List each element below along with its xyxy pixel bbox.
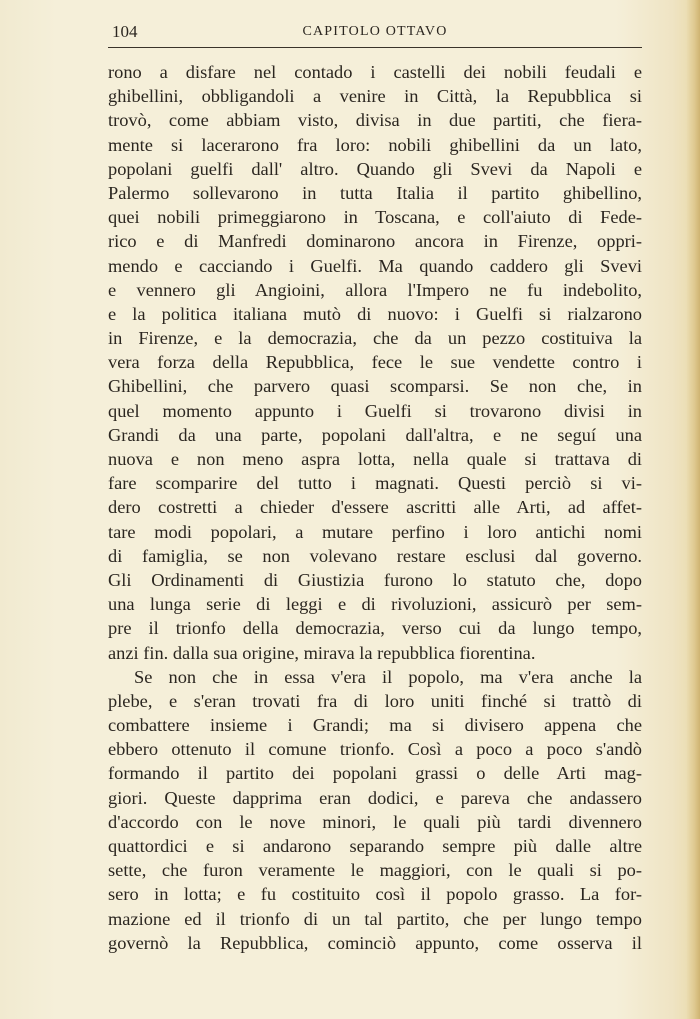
- text-line: formando il partito dei popolani grassi o delle Arti mag-: [108, 763, 642, 784]
- text-line: fare scomparire del tutto i magnati. Questi perciò si vi-: [108, 473, 642, 494]
- text-line: di famiglia, se non volevano restare esclusi dal governo.: [108, 545, 642, 566]
- page-number: 104: [112, 22, 138, 41]
- text-line: quei nobili primeggiarono in Toscana, e coll'aiuto di Fede-: [108, 207, 642, 228]
- text-line: nuova e non meno aspra lotta, nella quale si trattava di: [108, 449, 642, 469]
- text-line: Ghibellini, che parvero quasi scomparsi. Se non che, in: [108, 376, 642, 397]
- text-line: pre il trionfo della democrazia, verso cui da lungo tempo,: [108, 618, 642, 639]
- text-line: trovò, come abbiam visto, divisa in due partiti, che fiera-: [108, 110, 642, 131]
- body-text: [108, 60, 642, 955]
- text-line: vera forza della Repubblica, fece le sue vendette contro i: [108, 352, 642, 373]
- text-line: mente si lacerarono fra loro: nobili ghibellini da un lato,: [108, 134, 642, 155]
- text-line: Grandi da una parte, popolani dall'altra, e ne seguí una: [108, 424, 642, 445]
- text-line: rono a disfare nel contado i castelli dei nobili feudali e: [108, 62, 642, 82]
- text-line: sette, che furon veramente le maggiori, con le quali si po-: [108, 860, 642, 881]
- header-rule: [108, 47, 642, 48]
- text-line: quel momento appunto i Guelfi si trovarono divisi in: [108, 400, 642, 421]
- text-line: e la politica italiana mutò di nuovo: i Guelfi si rialzarono: [108, 303, 642, 324]
- page-edge-shading: [686, 0, 700, 1019]
- text-line: dero costretti a chieder d'essere ascritti alle Arti, ad affet-: [108, 497, 642, 518]
- text-line: Palermo sollevarono in tutta Italia il partito ghibellino,: [108, 182, 642, 203]
- text-line: rico e di Manfredi dominarono ancora in Firenze, oppri-: [108, 231, 642, 252]
- text-line: mazione ed il trionfo di un tal partito, che per lungo tempo: [108, 908, 642, 929]
- text-line: quattordici e si andarono separando sempre più dalle altre: [108, 836, 642, 856]
- text-line: Gli Ordinamenti di Giustizia furono lo statuto che, dopo: [108, 569, 642, 590]
- text-line: d'accordo con le nove minori, le quali più tardi divennero: [108, 811, 642, 832]
- text-line: mendo e cacciando i Guelfi. Ma quando caddero gli Svevi: [108, 255, 642, 276]
- text-line: una lunga serie di leggi e di rivoluzioni, assicurò per sem-: [108, 594, 642, 615]
- text-line: e vennero gli Angioini, allora l'Impero ne fu indebolito,: [108, 279, 642, 300]
- text-line: ebbero ottenuto il comune trionfo. Così a poco a poco s'andò: [108, 739, 642, 760]
- text-line: popolani guelfi dall' altro. Quando gli Svevi da Napoli e: [108, 158, 642, 179]
- page-header: [108, 18, 642, 46]
- text-line: governò la Repubblica, cominciò appunto, come osserva il: [108, 932, 642, 953]
- text-line: tare modi popolari, a mutare perfino i loro antichi nomi: [108, 521, 642, 542]
- text-line: sero in lotta; e fu costituito così il popolo grasso. La for-: [108, 884, 642, 905]
- paragraph-start-line: Se non che in essa v'era il popolo, ma v'era anche la: [134, 666, 642, 687]
- text-line: ghibellini, obbligandoli a venire in Città, la Repubblica si: [108, 86, 642, 107]
- running-title: CAPITOLO OTTAVO: [302, 24, 448, 39]
- paragraph-end-line: anzi fin. dalla sua origine, mirava la repubblica fiorentina.: [108, 642, 536, 663]
- text-line: plebe, e s'eran trovati fra di loro uniti finché si trattò di: [108, 690, 642, 711]
- text-line: in Firenze, e la democrazia, che da un pezzo costituiva la: [108, 328, 642, 349]
- text-line: combattere insieme i Grandi; ma si divisero appena che: [108, 715, 642, 736]
- text-line: giori. Queste dapprima eran dodici, e pareva che andassero: [108, 787, 642, 808]
